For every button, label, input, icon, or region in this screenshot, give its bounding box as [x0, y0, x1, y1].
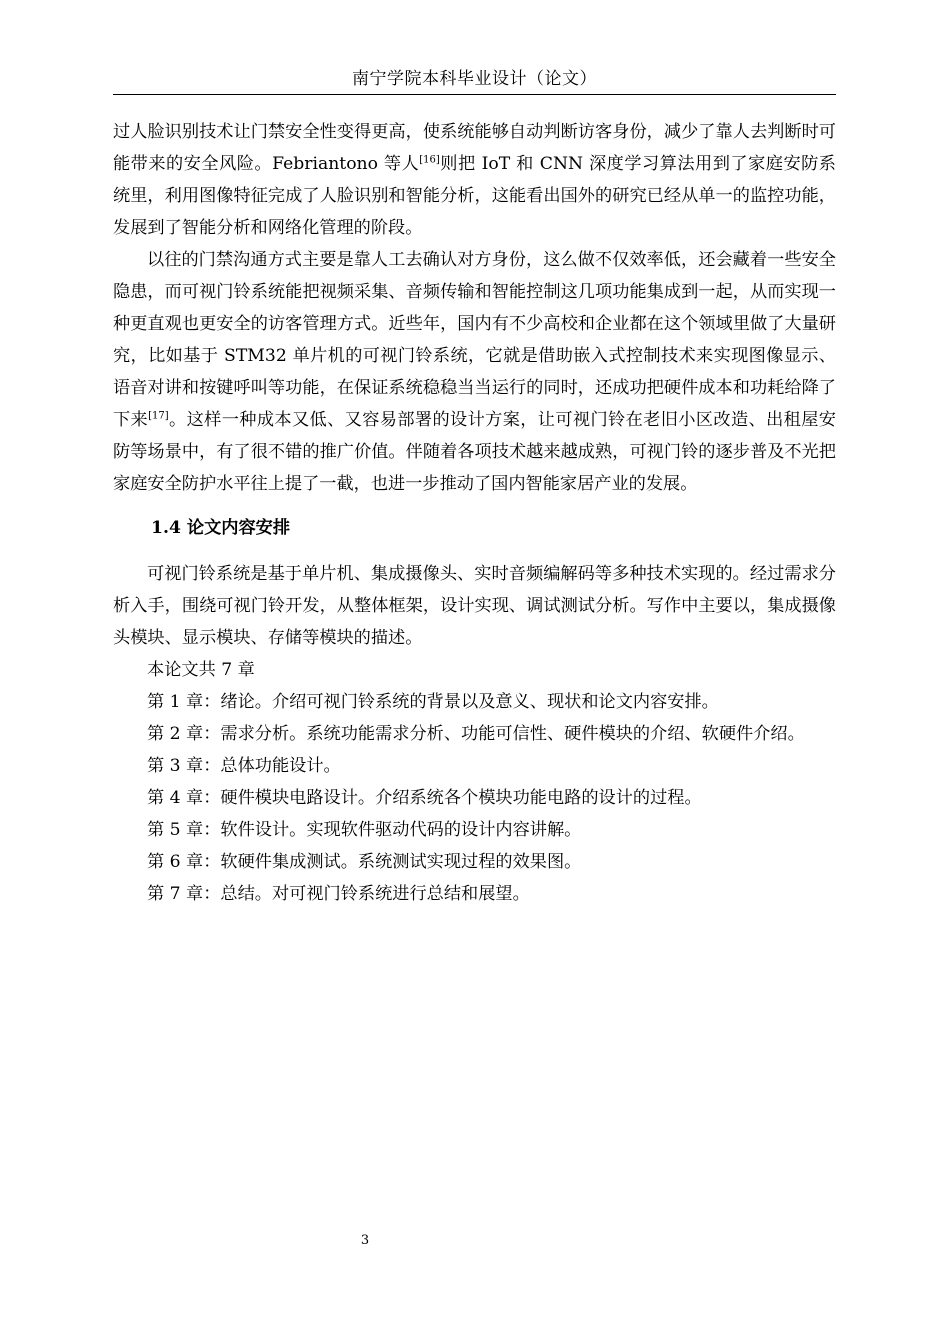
paragraph-2-text-a: 以往的门禁沟通方式主要是靠人工去确认对方身份，这么做不仅效率低，还会藏着一些安全隐患，而可视门铃系统能把视频采集、音频传输和智能控制这几项功能集成到一起，从而实现一种更直观也更安全的访客管理方式。近些年，国内有不少高校和企业都在这个领域里做了大量研究，比如基于 STM32 单片机的可视门铃系统，它就是借助嵌入式控制技术来实现图像显示、语音对讲和按键呼叫等功能，在保证系统稳稳当当运行的同时，还成功把硬件成本和功耗给降了下来: [113, 250, 836, 430]
citation-17: [17]: [148, 410, 169, 422]
paragraph-1-text-a: 过人脸识别技术让门禁安全性变得更高，使系统能够自动判断访客身份，减少了靠人去判断时可能带来的安全风险。Febriantono 等人: [113, 122, 836, 174]
paragraph-1-text-b: 则把 IoT 和 CNN 深度学习算法用到了家庭安防系统里，利用图像特征完成了人脸识别和智能分析，这能看出国外的研究已经从单一的监控功能，发展到了智能分析和网络化管理的阶段。: [113, 154, 836, 238]
chapter-item-6: 第 6 章：软硬件集成测试。系统测试实现过程的效果图。: [147, 852, 582, 872]
page-header: [113, 64, 836, 95]
page-number: 3: [360, 1233, 370, 1248]
chapter-item-7: 第 7 章：总结。对可视门铃系统进行总结和展望。: [147, 884, 530, 904]
chapter-item-4: 第 4 章：硬件模块电路设计。介绍系统各个模块功能电路的设计的过程。: [147, 788, 702, 808]
section-heading: 1.4 论文内容安排: [151, 518, 291, 538]
body-paragraph-1: [113, 116, 836, 244]
chapter-item-2: 第 2 章：需求分析。系统功能需求分析、功能可信性、硬件模块的介绍、软硬件介绍。: [147, 724, 805, 744]
section-intro: 可视门铃系统是基于单片机、集成摄像头、实时音频编解码等多种技术实现的。经过需求分析入手，围绕可视门铃开发，从整体框架，设计实现、调试测试分析。写作中主要以，集成摄像头模块、显示模块、存储等模块的描述。: [113, 564, 836, 648]
paragraph-2-text-b: 。这样一种成本又低、又容易部署的设计方案，让可视门铃在老旧小区改造、出租屋安防等场景中，有了很不错的推广价值。伴随着各项技术越来越成熟，可视门铃的逐步普及不光把家庭安全防护水平往上提了一截，也进一步推动了国内智能家居产业的发展。: [113, 410, 836, 494]
chapter-item-1: 第 1 章：绪论。介绍可视门铃系统的背景以及意义、现状和论文内容安排。: [147, 692, 719, 712]
chapter-count: 本论文共 7 章: [147, 660, 255, 680]
header-title: 南宁学院本科毕业设计（论文）: [352, 69, 597, 89]
chapter-item-3: 第 3 章：总体功能设计。: [147, 756, 341, 776]
citation-16: [16]: [419, 154, 440, 166]
chapter-item-5: 第 5 章：软件设计。实现软件驱动代码的设计内容讲解。: [147, 820, 582, 840]
body-paragraph-2: [113, 244, 836, 500]
page-body: [113, 116, 836, 910]
